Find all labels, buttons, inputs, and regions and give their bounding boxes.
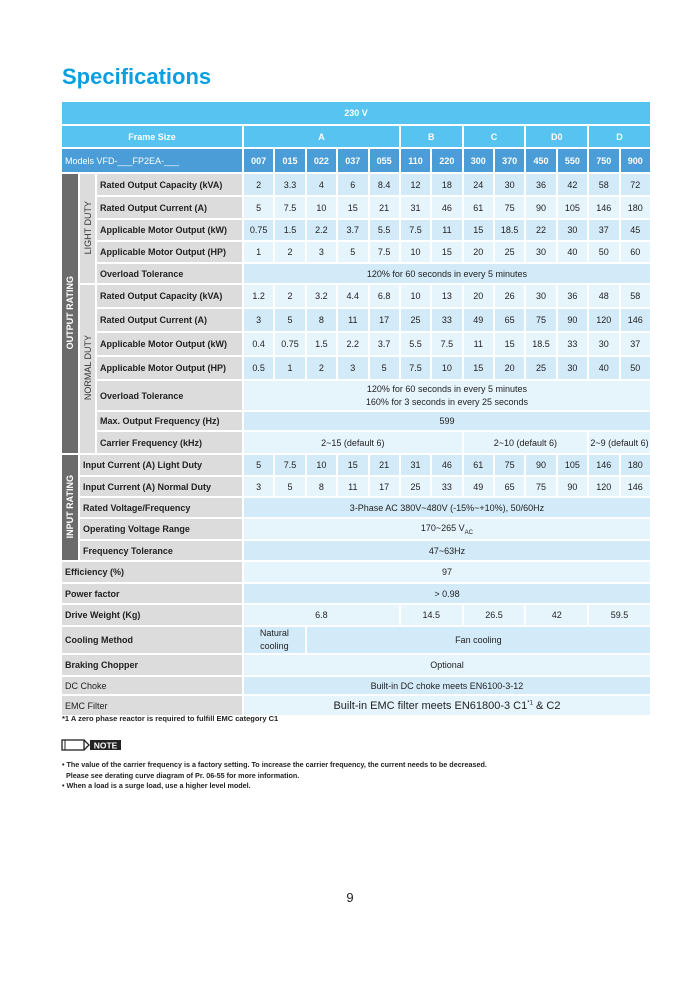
value-cell: 75	[494, 196, 525, 219]
row-label: Operating Voltage Range	[79, 518, 243, 540]
voltage-row	[61, 101, 651, 125]
value-cell: 146	[620, 308, 651, 332]
spec-row	[61, 676, 651, 695]
value-cell: 30	[525, 241, 556, 263]
value-text-wrap	[244, 700, 650, 712]
merged-value-cell	[243, 654, 651, 676]
value-cell: 180	[620, 196, 651, 219]
duty-label: LIGHT DUTY	[82, 200, 93, 255]
frame-size-label: Frame Size	[61, 125, 243, 148]
page-number: 9	[346, 890, 354, 905]
value-cell: 20	[463, 284, 494, 308]
model-300: 300	[463, 148, 494, 173]
value-cell: 37	[620, 332, 651, 356]
value-cell: 3	[306, 241, 337, 263]
value-cell: 30	[588, 332, 619, 356]
footnote-ref: *1	[527, 699, 533, 706]
value-text: 97	[441, 567, 452, 577]
frame-b: B	[400, 125, 463, 148]
value-cell: 15	[337, 196, 368, 219]
value-cell: 120	[588, 476, 619, 497]
value-cell: 8.4	[369, 173, 400, 196]
merged-value-cell	[243, 540, 651, 561]
value-cell: 3.2	[306, 284, 337, 308]
value-cell: 30	[557, 219, 588, 241]
value-cell: 90	[525, 454, 556, 476]
value-cell: 5	[243, 196, 274, 219]
value-text: Optional	[430, 660, 464, 670]
model-450: 450	[525, 148, 556, 173]
merged-value-cell	[243, 695, 651, 716]
value-cell: 105	[557, 196, 588, 219]
frame-a: A	[243, 125, 400, 148]
row-label: Carrier Frequency (kHz)	[96, 431, 243, 454]
value-cell: 42	[557, 173, 588, 196]
merged-value-cell	[525, 604, 588, 626]
merged-value-cell	[306, 626, 651, 654]
value-cell: 2	[274, 241, 305, 263]
value-cell: 40	[557, 241, 588, 263]
row-label: Drive Weight (Kg)	[61, 604, 243, 626]
value-cell: 24	[463, 173, 494, 196]
value-cell: 1.2	[243, 284, 274, 308]
row-label: Rated Output Current (A)	[96, 196, 243, 219]
value-text: 120% for 60 seconds in every 5 minutes	[366, 268, 527, 279]
value-text: 47~63Hz	[428, 545, 466, 556]
row-label: Rated Output Current (A)	[96, 308, 243, 332]
value-cell: 2.2	[306, 219, 337, 241]
value-text: 6.8	[315, 610, 328, 620]
value-cell: 146	[588, 196, 619, 219]
spec-row	[61, 561, 651, 583]
value-cell: 18.5	[525, 332, 556, 356]
duty-label: NORMAL DUTY	[82, 335, 93, 401]
spec-row	[61, 654, 651, 676]
value-cell: 180	[620, 454, 651, 476]
value-cell: 25	[494, 241, 525, 263]
model-110: 110	[400, 148, 431, 173]
value-text: Built-in EMC filter meets EN61800-3 C1	[333, 699, 528, 712]
model-750: 750	[588, 148, 619, 173]
value-cell: 90	[557, 476, 588, 497]
value-cell: 4	[306, 173, 337, 196]
merged-value-cell	[243, 518, 651, 540]
normal-duty-group	[79, 284, 96, 454]
value-cell: 60	[620, 241, 651, 263]
value-text: cooling	[260, 641, 289, 651]
merged-value-cell	[463, 431, 589, 454]
light-duty-group	[79, 173, 96, 284]
note-label: NOTE	[93, 740, 118, 751]
value-text: 599	[439, 416, 455, 426]
value-cell: 50	[588, 241, 619, 263]
row-label: Overload Tolerance	[96, 263, 243, 284]
value-cell: 146	[588, 454, 619, 476]
value-cell: 90	[557, 308, 588, 332]
output-rating-group	[61, 173, 79, 454]
spec-row	[61, 695, 651, 716]
value-text: 170~265 V	[420, 522, 465, 533]
row-label: Rated Output Capacity (kVA)	[96, 284, 243, 308]
value-cell: 10	[306, 196, 337, 219]
value-cell: 65	[494, 308, 525, 332]
spec-row	[61, 454, 651, 476]
value-cell: 4.4	[337, 284, 368, 308]
value-cell: 120	[588, 308, 619, 332]
models-label: Models VFD-___FP2EA-___	[61, 148, 243, 173]
value-cell: 21	[369, 454, 400, 476]
value-cell: 17	[369, 476, 400, 497]
value-cell: 18.5	[494, 219, 525, 241]
spec-row	[61, 431, 651, 454]
value-cell: 75	[494, 454, 525, 476]
page-title: Specifications	[62, 64, 212, 89]
row-label: Efficiency (%)	[61, 561, 243, 583]
value-cell: 61	[463, 454, 494, 476]
value-cell: 61	[463, 196, 494, 219]
spec-row	[61, 476, 651, 497]
value-cell: 5	[274, 308, 305, 332]
value-cell: 36	[525, 173, 556, 196]
value-cell: 12	[400, 173, 431, 196]
value-cell: 11	[463, 332, 494, 356]
value-cell: 72	[620, 173, 651, 196]
value-cell: 3	[243, 308, 274, 332]
input-rating-label: INPUT RATING	[65, 474, 75, 539]
value-subscript: AC	[464, 529, 474, 536]
row-label: Power factor	[61, 583, 243, 604]
spec-row	[61, 540, 651, 561]
value-text: 2~10 (default 6)	[493, 437, 558, 448]
row-label: Applicable Motor Output (kW)	[96, 219, 243, 241]
value-text: 42	[551, 610, 562, 620]
spec-row	[61, 173, 651, 196]
value-cell: 5.5	[369, 219, 400, 241]
value-cell: 7.5	[431, 332, 462, 356]
value-text: Fan cooling	[455, 635, 502, 645]
spec-row	[61, 308, 651, 332]
note-item: Please see derating curve diagram of Pr. 06-55 for more information.	[66, 770, 300, 780]
value-cell: 65	[494, 476, 525, 497]
row-label: EMC Filter	[61, 695, 243, 716]
value-cell: 11	[337, 308, 368, 332]
value-cell: 75	[525, 308, 556, 332]
value-cell: 10	[306, 454, 337, 476]
value-cell: 30	[557, 356, 588, 380]
merged-value-cell	[243, 263, 651, 284]
model-015: 015	[274, 148, 305, 173]
row-label: Input Current (A) Normal Duty	[79, 476, 243, 497]
value-cell: 7.5	[400, 219, 431, 241]
value-text-wrap	[244, 523, 650, 536]
value-cell: 6.8	[369, 284, 400, 308]
value-cell: 50	[620, 356, 651, 380]
row-label: Applicable Motor Output (HP)	[96, 241, 243, 263]
value-cell: 75	[525, 476, 556, 497]
value-cell: 15	[463, 219, 494, 241]
row-label: Rated Voltage/Frequency	[79, 497, 243, 518]
value-cell: 18	[431, 173, 462, 196]
value-cell: 5.5	[400, 332, 431, 356]
value-cell: 1.5	[306, 332, 337, 356]
merged-value-cell	[243, 411, 651, 431]
value-cell: 25	[400, 476, 431, 497]
value-cell: 3	[243, 476, 274, 497]
merged-value-cell	[243, 497, 651, 518]
value-cell: 10	[400, 284, 431, 308]
value-cell: 10	[431, 356, 462, 380]
value-text: 2~9 (default 6)	[590, 437, 649, 448]
value-cell: 40	[588, 356, 619, 380]
merged-value-cell	[243, 676, 651, 695]
note-item: • When a load is a surge load, use a higher level model.	[62, 781, 251, 790]
value-cell: 21	[369, 196, 400, 219]
model-022: 022	[306, 148, 337, 173]
value-cell: 11	[431, 219, 462, 241]
merged-value-cell	[243, 626, 306, 654]
value-cell: 36	[557, 284, 588, 308]
note-icon	[61, 739, 121, 751]
spec-row	[61, 356, 651, 380]
value-text: 120% for 60 seconds in every 5 minutes	[366, 383, 527, 394]
row-label: Applicable Motor Output (HP)	[96, 356, 243, 380]
value-cell: 0.5	[243, 356, 274, 380]
value-cell: 37	[588, 219, 619, 241]
value-cell: 0.4	[243, 332, 274, 356]
value-cell: 1	[243, 241, 274, 263]
voltage-header: 230 V	[61, 101, 651, 125]
value-text: Natural	[259, 628, 289, 638]
value-cell: 7.5	[400, 356, 431, 380]
output-rating-label: OUTPUT RATING	[65, 275, 75, 350]
value-cell: 6	[337, 173, 368, 196]
value-cell: 2	[306, 356, 337, 380]
value-text: 14.5	[422, 610, 441, 620]
spec-row	[61, 411, 651, 431]
merged-value-cell	[243, 604, 400, 626]
value-cell: 58	[620, 284, 651, 308]
value-cell: 15	[337, 454, 368, 476]
value-text: 3-Phase AC 380V~480V (-15%~+10%), 50/60Hz	[349, 502, 545, 513]
row-label: Applicable Motor Output (kW)	[96, 332, 243, 356]
spec-row	[61, 518, 651, 540]
frame-size-row	[61, 125, 651, 148]
row-label: Frequency Tolerance	[79, 540, 243, 561]
models-row	[61, 148, 651, 173]
value-cell: 15	[463, 356, 494, 380]
notes-list	[62, 760, 487, 792]
spec-row	[61, 284, 651, 308]
row-label: Input Current (A) Light Duty	[79, 454, 243, 476]
value-cell: 15	[431, 241, 462, 263]
frame-c: C	[463, 125, 526, 148]
value-cell: 146	[620, 476, 651, 497]
value-cell: 17	[369, 308, 400, 332]
spec-row	[61, 583, 651, 604]
model-055: 055	[369, 148, 400, 173]
spec-row	[61, 263, 651, 284]
input-rating-group	[61, 454, 79, 561]
value-cell: 48	[588, 284, 619, 308]
frame-d0: D0	[525, 125, 588, 148]
merged-value-cell	[588, 604, 651, 626]
value-text: 160% for 3 seconds in every 25 seconds	[365, 396, 528, 407]
value-cell: 2	[243, 173, 274, 196]
value-cell: 1.5	[274, 219, 305, 241]
value-cell: 20	[463, 241, 494, 263]
value-cell: 8	[306, 476, 337, 497]
spec-row	[61, 604, 651, 626]
value-cell: 46	[431, 454, 462, 476]
value-cell: 20	[494, 356, 525, 380]
value-text: Built-in DC choke meets EN6100-3-12	[370, 680, 524, 691]
model-220: 220	[431, 148, 462, 173]
value-cell: 31	[400, 196, 431, 219]
value-cell: 49	[463, 476, 494, 497]
value-cell: 31	[400, 454, 431, 476]
spec-row	[61, 219, 651, 241]
value-cell: 5	[369, 356, 400, 380]
merged-value-cell	[243, 380, 651, 411]
value-cell: 10	[400, 241, 431, 263]
value-cell: 45	[620, 219, 651, 241]
value-text: > 0.98	[434, 588, 460, 599]
row-label: DC Choke	[61, 676, 243, 695]
value-cell: 30	[525, 284, 556, 308]
value-cell: 90	[525, 196, 556, 219]
value-cell: 105	[557, 454, 588, 476]
value-cell: 8	[306, 308, 337, 332]
merged-value-cell	[243, 431, 463, 454]
model-037: 037	[337, 148, 368, 173]
model-370: 370	[494, 148, 525, 173]
row-label: Braking Chopper	[61, 654, 243, 676]
value-cell: 33	[431, 476, 462, 497]
footnote: *1 A zero phase reactor is required to fulfill EMC category C1	[62, 714, 279, 723]
spec-row	[61, 380, 651, 411]
value-cell: 3.7	[369, 332, 400, 356]
value-cell: 3	[337, 356, 368, 380]
merged-value-cell	[588, 431, 651, 454]
value-cell: 13	[431, 284, 462, 308]
value-text: 2~15 (default 6)	[321, 437, 385, 448]
value-cell: 22	[525, 219, 556, 241]
spec-row	[61, 196, 651, 219]
value-cell: 7.5	[274, 196, 305, 219]
value-cell: 33	[431, 308, 462, 332]
value-cell: 46	[431, 196, 462, 219]
merged-value-cell	[243, 583, 651, 604]
specifications-table	[60, 100, 652, 717]
spec-row	[61, 497, 651, 518]
value-cell: 49	[463, 308, 494, 332]
row-label: Cooling Method	[61, 626, 243, 654]
row-label: Overload Tolerance	[96, 380, 243, 411]
value-cell: 1	[274, 356, 305, 380]
value-cell: 58	[588, 173, 619, 196]
value-cell: 25	[400, 308, 431, 332]
value-cell: 3.7	[337, 219, 368, 241]
model-900: 900	[620, 148, 651, 173]
value-cell: 7.5	[274, 454, 305, 476]
row-label: Rated Output Capacity (kVA)	[96, 173, 243, 196]
merged-value-cell	[463, 604, 526, 626]
merged-value-cell	[243, 561, 651, 583]
value-cell: 5	[274, 476, 305, 497]
frame-d: D	[588, 125, 651, 148]
value-cell: 30	[494, 173, 525, 196]
value-cell: 2.2	[337, 332, 368, 356]
value-cell: 25	[525, 356, 556, 380]
value-cell: 2	[274, 284, 305, 308]
value-cell: 26	[494, 284, 525, 308]
row-label: Max. Output Frequency (Hz)	[96, 411, 243, 431]
value-text: 59.5	[610, 610, 629, 620]
value-cell: 15	[494, 332, 525, 356]
value-cell: 0.75	[243, 219, 274, 241]
model-550: 550	[557, 148, 588, 173]
value-cell: 7.5	[369, 241, 400, 263]
value-cell: 3.3	[274, 173, 305, 196]
value-cell: 33	[557, 332, 588, 356]
value-cell: 0.75	[274, 332, 305, 356]
spec-row	[61, 332, 651, 356]
value-text: 26.5	[485, 610, 503, 620]
value-cell: 5	[337, 241, 368, 263]
spec-row	[61, 626, 651, 654]
spec-row	[61, 241, 651, 263]
value-text: & C2	[532, 699, 561, 712]
model-007: 007	[243, 148, 274, 173]
value-cell: 5	[243, 454, 274, 476]
value-cell: 11	[337, 476, 368, 497]
merged-value-cell	[400, 604, 463, 626]
note-item: • The value of the carrier frequency is a factory setting. To increase the carrier frequency, the current needs to be decreased.	[62, 760, 487, 769]
